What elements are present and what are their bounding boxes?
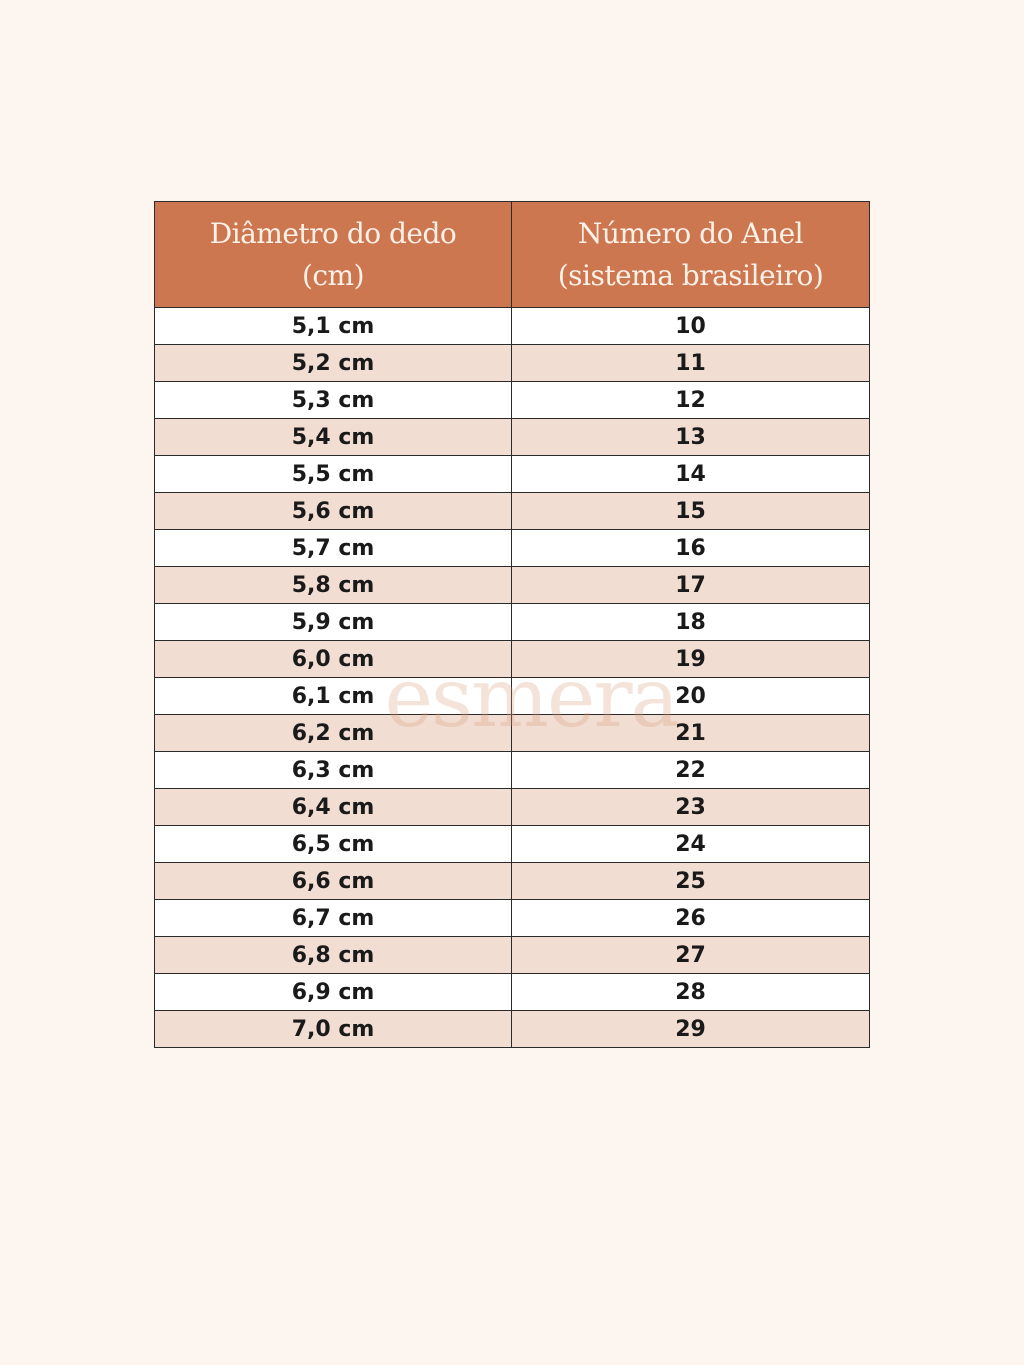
cell-ring-size: 15	[512, 493, 870, 530]
ring-size-table	[154, 201, 870, 1048]
cell-ring-size: 17	[512, 567, 870, 604]
table-row	[155, 900, 870, 937]
table-body	[155, 308, 870, 1048]
cell-ring-size: 21	[512, 715, 870, 752]
table-row	[155, 604, 870, 641]
table-row	[155, 974, 870, 1011]
cell-ring-size: 25	[512, 863, 870, 900]
cell-ring-size: 13	[512, 419, 870, 456]
header-ring-size	[512, 202, 870, 308]
cell-diameter: 6,4 cm	[155, 789, 512, 826]
cell-diameter: 6,5 cm	[155, 826, 512, 863]
table-row	[155, 715, 870, 752]
table-row	[155, 826, 870, 863]
cell-ring-size: 18	[512, 604, 870, 641]
table-row	[155, 530, 870, 567]
table-row	[155, 789, 870, 826]
cell-diameter: 7,0 cm	[155, 1011, 512, 1048]
table-row	[155, 345, 870, 382]
table-header-row	[155, 202, 870, 308]
table-row	[155, 641, 870, 678]
header-diameter	[155, 202, 512, 308]
table-row	[155, 419, 870, 456]
cell-ring-size: 12	[512, 382, 870, 419]
cell-diameter: 5,9 cm	[155, 604, 512, 641]
header-diameter-line1: Diâmetro do dedo	[209, 216, 457, 250]
header-ring-size-line1: Número do Anel	[577, 216, 804, 250]
cell-ring-size: 26	[512, 900, 870, 937]
cell-ring-size: 14	[512, 456, 870, 493]
cell-diameter: 5,1 cm	[155, 308, 512, 345]
cell-ring-size: 29	[512, 1011, 870, 1048]
cell-diameter: 5,5 cm	[155, 456, 512, 493]
cell-diameter: 5,7 cm	[155, 530, 512, 567]
cell-diameter: 5,8 cm	[155, 567, 512, 604]
cell-diameter: 5,6 cm	[155, 493, 512, 530]
cell-ring-size: 20	[512, 678, 870, 715]
table-row	[155, 863, 870, 900]
table-row	[155, 382, 870, 419]
table-row	[155, 493, 870, 530]
table-row	[155, 456, 870, 493]
table-row	[155, 678, 870, 715]
cell-diameter: 6,6 cm	[155, 863, 512, 900]
table-row	[155, 752, 870, 789]
table-row	[155, 1011, 870, 1048]
cell-diameter: 5,3 cm	[155, 382, 512, 419]
cell-diameter: 6,8 cm	[155, 937, 512, 974]
cell-diameter: 6,1 cm	[155, 678, 512, 715]
cell-diameter: 6,3 cm	[155, 752, 512, 789]
cell-diameter: 6,0 cm	[155, 641, 512, 678]
cell-diameter: 6,2 cm	[155, 715, 512, 752]
cell-ring-size: 24	[512, 826, 870, 863]
header-diameter-line2: (cm)	[301, 258, 365, 292]
brand-watermark: esmera	[384, 651, 678, 746]
cell-diameter: 6,7 cm	[155, 900, 512, 937]
table-row	[155, 308, 870, 345]
cell-ring-size: 10	[512, 308, 870, 345]
cell-ring-size: 22	[512, 752, 870, 789]
cell-ring-size: 23	[512, 789, 870, 826]
table-row	[155, 937, 870, 974]
cell-ring-size: 28	[512, 974, 870, 1011]
cell-diameter: 5,2 cm	[155, 345, 512, 382]
cell-diameter: 6,9 cm	[155, 974, 512, 1011]
cell-ring-size: 19	[512, 641, 870, 678]
cell-ring-size: 27	[512, 937, 870, 974]
cell-diameter: 5,4 cm	[155, 419, 512, 456]
table-row	[155, 567, 870, 604]
cell-ring-size: 16	[512, 530, 870, 567]
header-ring-size-line2: (sistema brasileiro)	[557, 258, 824, 292]
cell-ring-size: 11	[512, 345, 870, 382]
